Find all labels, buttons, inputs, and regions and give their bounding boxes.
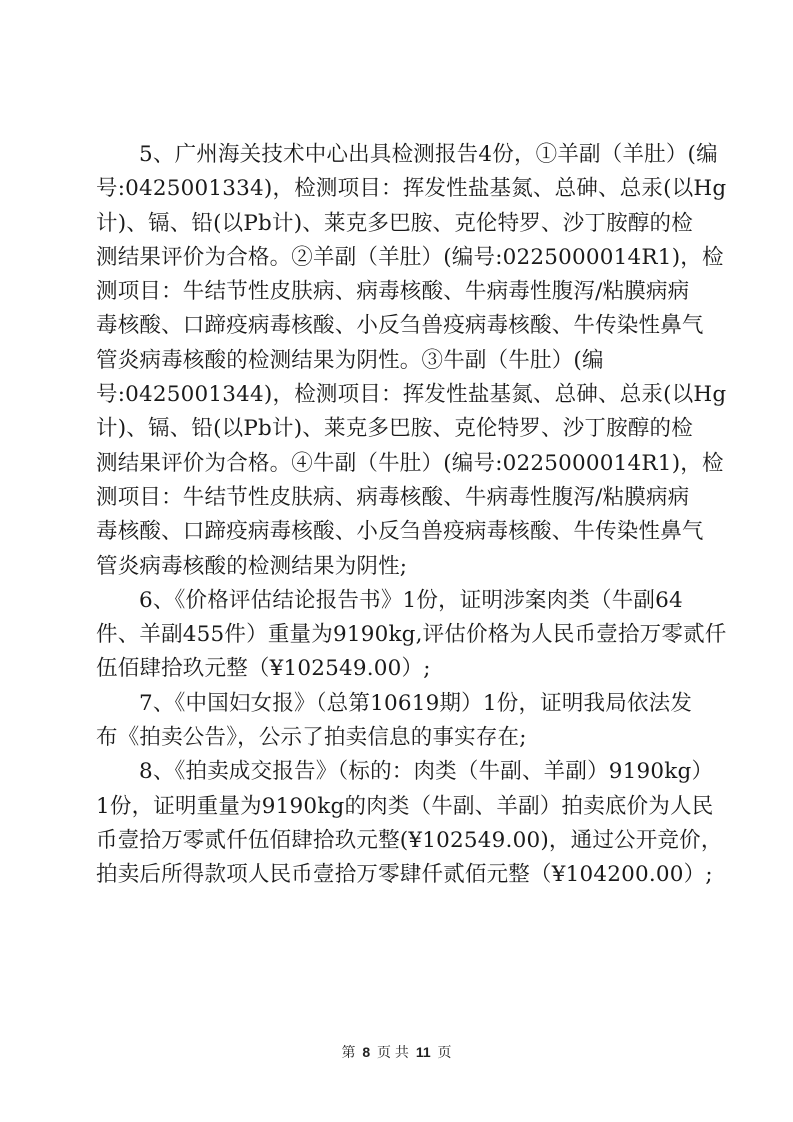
text-line: 号:0425001334)，检测项目：挥发性盐基氮、总砷、总汞(以Hg xyxy=(96,176,727,202)
text-line: 布《拍卖公告》，公示了拍卖信息的事实存在; xyxy=(96,725,527,751)
text-line: 1份，证明重量为9190kg的肉类（牛副、羊副）拍卖底价为人民 xyxy=(96,793,714,819)
footer-suffix: 页 xyxy=(437,1044,452,1060)
page-footer xyxy=(0,1042,793,1062)
text-line: 毒核酸、口蹄疫病毒核酸、小反刍兽疫病毒核酸、牛传染性鼻气 xyxy=(96,519,704,545)
text-line: 号:0425001344)，检测项目：挥发性盐基氮、总砷、总汞(以Hg xyxy=(96,382,727,408)
text-line: 6、《价格评估结论报告书》1份，证明涉案肉类（牛副64 xyxy=(139,587,683,613)
text-line: 币壹拾万零贰仟伍佰肆拾玖元整(¥102549.00)，通过公开竞价， xyxy=(96,827,723,853)
text-line: 伍佰肆拾玖元整（¥102549.00）; xyxy=(96,656,431,682)
text-line: 测项目：牛结节性皮肤病、病毒核酸、牛病毒性腹泻/粘膜病病 xyxy=(96,279,690,305)
text-line: 计)、镉、铅(以Pb计)、莱克多巴胺、克伦特罗、沙丁胺醇的检 xyxy=(96,416,693,442)
text-line: 5、广州海关技术中心出具检测报告4份，①羊副（羊肚）(编 xyxy=(139,142,718,167)
text-line: 管炎病毒核酸的检测结果为阴性; xyxy=(96,553,408,579)
text-line: 管炎病毒核酸的检测结果为阴性。③牛副（牛肚）(编 xyxy=(96,347,604,373)
text-line: 拍卖后所得款项人民币壹拾万零肆仟贰佰元整（¥104200.00）; xyxy=(96,862,713,888)
footer-middle: 页 共 xyxy=(377,1044,409,1060)
text-line: 测结果评价为合格。④牛副（牛肚）(编号:0225000014R1)，检 xyxy=(96,450,724,476)
text-line: 7、《中国妇女报》（总第10619期）1份，证明我局依法发 xyxy=(139,690,693,716)
text-line: 测结果评价为合格。②羊副（羊肚）(编号:0225000014R1)，检 xyxy=(96,244,724,270)
text-line: 毒核酸、口蹄疫病毒核酸、小反刍兽疫病毒核酸、牛传染性鼻气 xyxy=(96,313,704,339)
page-number: 8 xyxy=(362,1044,371,1060)
text-line: 件、羊副455件）重量为9190kg,评估价格为人民币壹拾万零贰仟 xyxy=(96,622,727,648)
text-line: 8、《拍卖成交报告》（标的：肉类（牛副、羊副）9190kg） xyxy=(139,759,714,785)
footer-prefix: 第 xyxy=(341,1044,356,1060)
total-pages: 11 xyxy=(415,1044,431,1060)
text-line: 计)、镉、铅(以Pb计)、莱克多巴胺、克伦特罗、沙丁胺醇的检 xyxy=(96,210,693,236)
text-line: 测项目：牛结节性皮肤病、病毒核酸、牛病毒性腹泻/粘膜病病 xyxy=(96,484,690,510)
document-body xyxy=(96,138,727,893)
